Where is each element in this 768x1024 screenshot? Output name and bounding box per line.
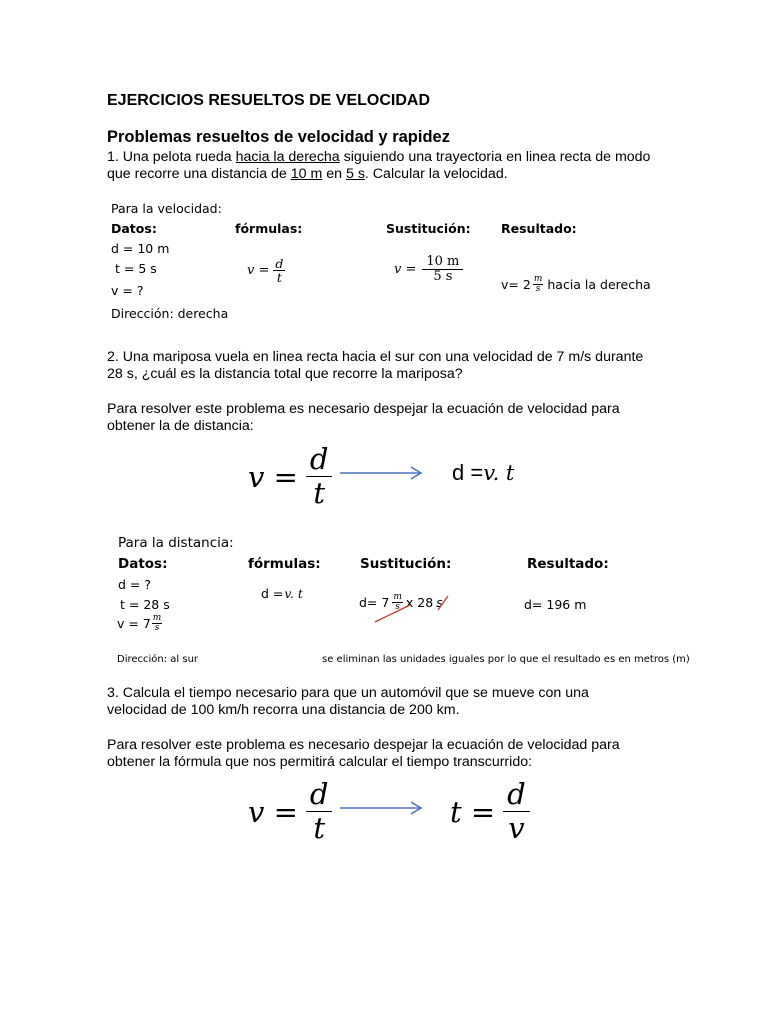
- unit-cancel-strike-icon: [370, 594, 450, 626]
- table2-resultado: d= 196 m: [524, 597, 587, 612]
- problem3-velocity-equation: v = $\frac{d}{t}$: [248, 778, 332, 846]
- table1-resultado: v= 2 $\frac{m}{s}$ hacia la derecha: [501, 274, 651, 295]
- table1-dato-v: v = ?: [111, 283, 144, 298]
- table1-formula: v = $\frac{d}{t}$: [247, 256, 284, 286]
- problem2-line2: 28 s, ¿cuál es la distancia total que recorre la mariposa?: [107, 366, 463, 382]
- table2-col-sustitucion: Sustitución:: [360, 556, 452, 572]
- arrow-right-icon: [338, 799, 428, 817]
- problem3-intro-line1: Para resolver este problema es necesario despejar la ecuación de velocidad para: [107, 737, 620, 753]
- page-title: EJERCICIOS RESUELTOS DE VELOCIDAD: [107, 92, 431, 109]
- problem2-line1: 2. Una mariposa vuela en linea recta hacia el sur con una velocidad de 7 m/s durante: [107, 349, 644, 365]
- table1-col-resultado: Resultado:: [501, 221, 577, 236]
- problem2-intro-line1: Para resolver este problema es necesario despejar la ecuación de velocidad para: [107, 401, 620, 417]
- section-subtitle: Problemas resueltos de velocidad y rapidez: [107, 128, 450, 146]
- problem3-time-equation: t = $\frac{d}{v}$: [450, 778, 530, 846]
- problem1-line1: 1. Una pelota rueda hacia la derecha siguiendo una trayectoria en linea recta de modo: [107, 149, 651, 165]
- table1-sustitucion: v = $\frac{10 m}{5 s}$: [394, 255, 463, 283]
- problem1-line2: que recorre una distancia de 10 m en 5 s. Calcular la velocidad.: [107, 166, 508, 182]
- table2-nota: se eliminan las unidades iguales por lo que el resultado es en metros (m): [322, 654, 690, 665]
- table2-col-resultado: Resultado:: [527, 556, 609, 572]
- table1-direccion: Dirección: derecha: [111, 306, 229, 321]
- problem3-intro-line2: obtener la fórmula que nos permitirá calcular el tiempo transcurrido:: [107, 754, 533, 770]
- table2-sustitucion: d= 7 $\frac{m}{s}$ x 28 s: [359, 592, 443, 613]
- arrow-right-icon: [338, 464, 428, 482]
- table2-formula: d = v. t: [261, 586, 303, 601]
- table2-dato-v: v = 7 $\frac{m}{s}$: [117, 613, 162, 634]
- problem2-intro-line2: obtener la de distancia:: [107, 418, 254, 434]
- problem3-line2: velocidad de 100 km/h recorra una distancia de 200 km.: [107, 702, 460, 718]
- table1-dato-t: t = 5 s: [115, 261, 157, 276]
- table2-col-datos: Datos:: [118, 556, 168, 572]
- table2-direccion: Dirección: al sur: [117, 654, 199, 665]
- table2-col-formulas: fórmulas:: [248, 556, 321, 572]
- problem2-distance-equation: d = v. t: [452, 460, 515, 485]
- table1-col-sustitucion: Sustitución:: [386, 221, 471, 236]
- table2-dato-d: d = ?: [118, 577, 151, 592]
- table1-dato-d: d = 10 m: [111, 241, 170, 256]
- table1-col-formulas: fórmulas:: [235, 221, 303, 236]
- problem3-line1: 3. Calcula el tiempo necesario para que un automóvil que se mueve con una: [107, 685, 589, 701]
- table2-dato-t: t = 28 s: [120, 597, 170, 612]
- problem2-velocity-equation: v = $\frac{d}{t}$: [248, 443, 332, 511]
- table1-col-datos: Datos:: [111, 221, 157, 236]
- table2-heading: Para la distancia:: [118, 535, 234, 551]
- table1-heading: Para la velocidad:: [111, 201, 222, 216]
